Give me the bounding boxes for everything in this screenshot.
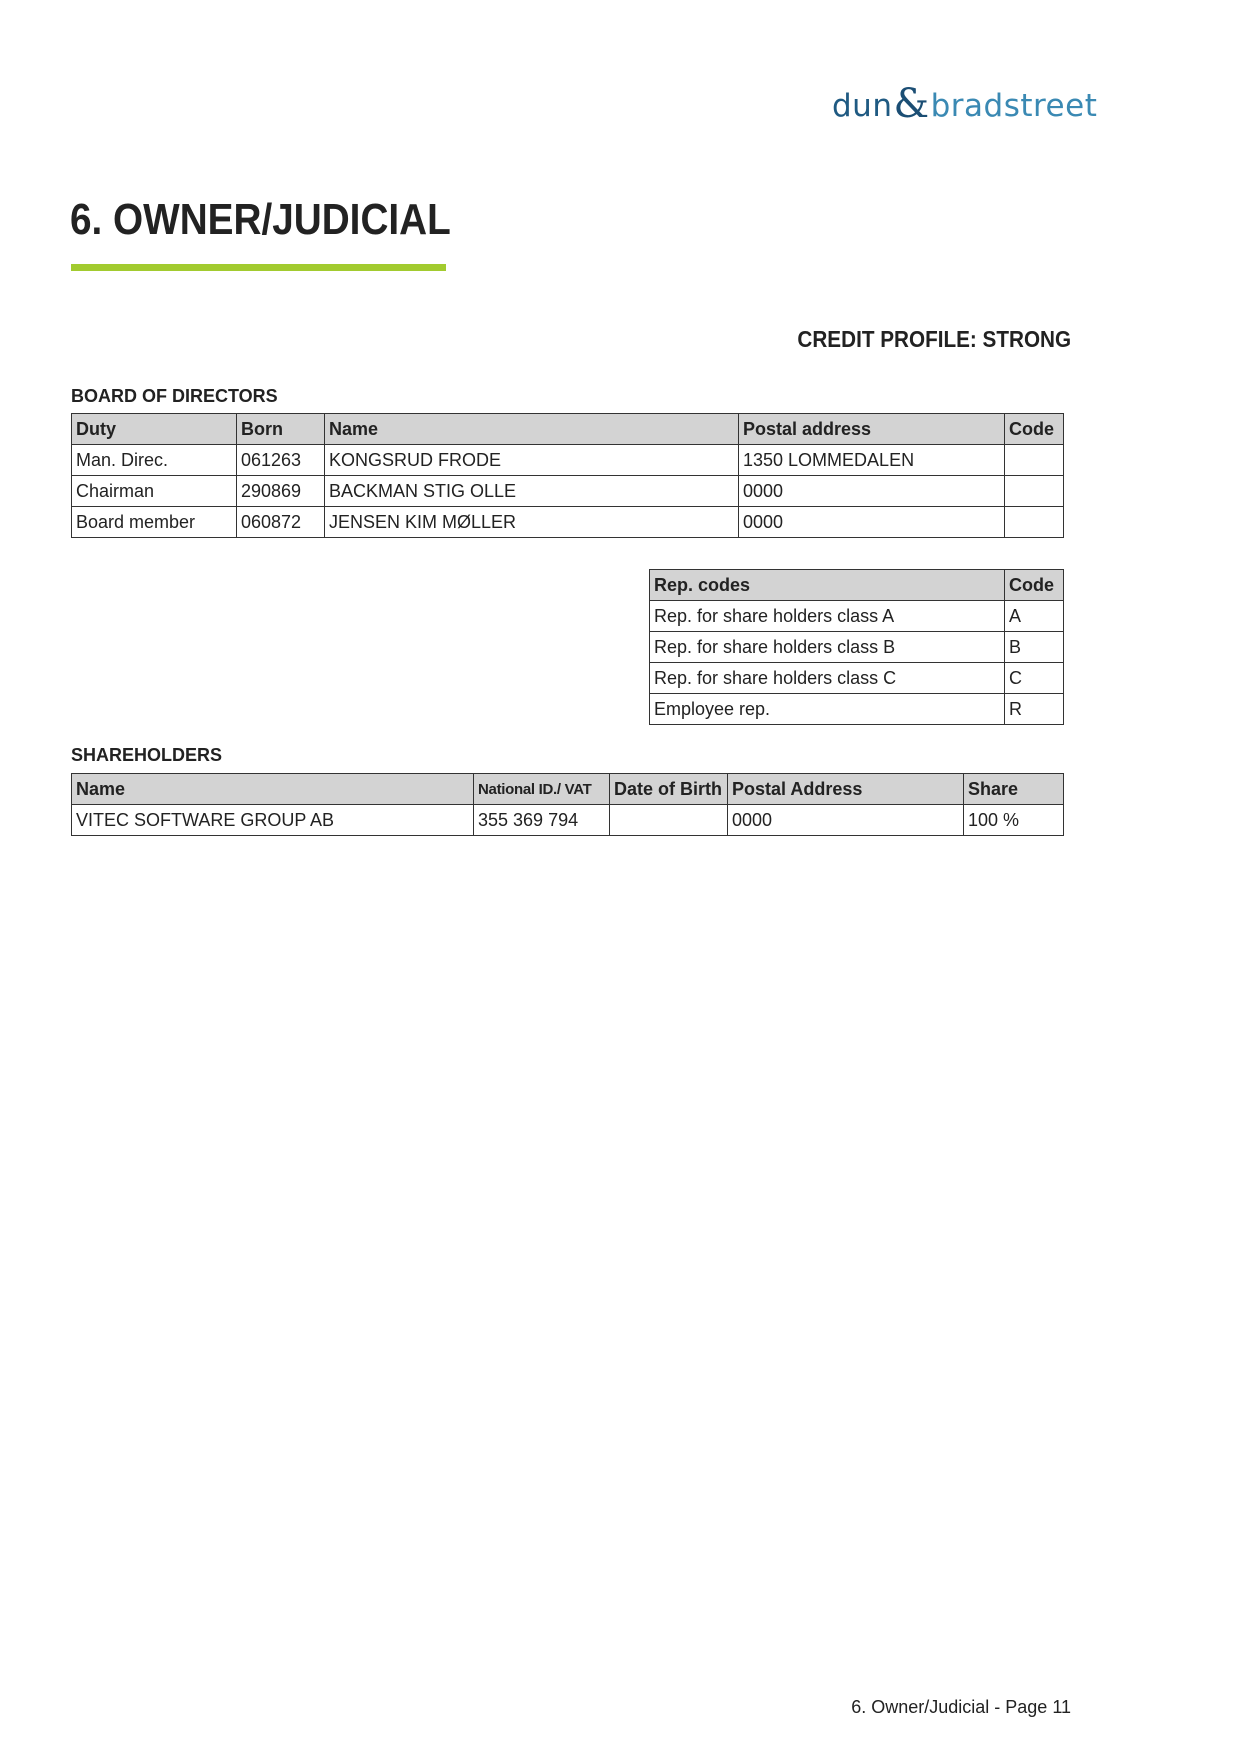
rep-codes-table <box>649 569 1064 725</box>
cell-rep-description: Rep. for share holders class B <box>650 632 1005 663</box>
cell-rep-description: Employee rep. <box>650 694 1005 725</box>
cell-rep-code: R <box>1005 694 1064 725</box>
table-row <box>72 476 1064 507</box>
page-footer: 6. Owner/Judicial - Page 11 <box>851 1697 1071 1717</box>
cell-postal-address: 1350 LOMMEDALEN <box>739 445 1005 476</box>
cell-rep-code: A <box>1005 601 1064 632</box>
cell-date-of-birth <box>610 805 728 836</box>
logo-text-bradstreet: bradstreet <box>930 88 1098 124</box>
header-name: Name <box>325 414 739 445</box>
cell-name: BACKMAN STIG OLLE <box>325 476 739 507</box>
logo-text-dun: dun <box>832 88 893 124</box>
header-code: Code <box>1005 570 1064 601</box>
table-row <box>650 601 1064 632</box>
cell-duty: Man. Direc. <box>72 445 237 476</box>
page-title: 6. OWNER/JUDICIAL <box>70 195 451 244</box>
header-born: Born <box>237 414 325 445</box>
table-row <box>650 632 1064 663</box>
cell-name: JENSEN KIM MØLLER <box>325 507 739 538</box>
header-postal-address: Postal address <box>739 414 1005 445</box>
dun-bradstreet-logo <box>832 78 1098 127</box>
cell-postal-address: 0000 <box>739 507 1005 538</box>
header-national-id: National ID./ VAT <box>474 774 610 805</box>
board-of-directors-label: BOARD OF DIRECTORS <box>71 386 278 406</box>
cell-born: 061263 <box>237 445 325 476</box>
header-date-of-birth: Date of Birth <box>610 774 728 805</box>
shareholders-table <box>71 773 1064 836</box>
credit-profile: CREDIT PROFILE: STRONG <box>797 326 1071 352</box>
cell-rep-code: C <box>1005 663 1064 694</box>
shareholders-label: SHAREHOLDERS <box>71 745 223 765</box>
table-header-row <box>650 570 1064 601</box>
cell-code <box>1005 445 1064 476</box>
cell-duty: Board member <box>72 507 237 538</box>
header-rep-codes: Rep. codes <box>650 570 1005 601</box>
table-row <box>650 694 1064 725</box>
logo-ampersand: & <box>893 81 930 127</box>
cell-born: 290869 <box>237 476 325 507</box>
table-row <box>650 663 1064 694</box>
cell-postal-address: 0000 <box>739 476 1005 507</box>
cell-name: KONGSRUD FRODE <box>325 445 739 476</box>
title-underline <box>71 264 446 271</box>
table-row <box>72 805 1064 836</box>
cell-rep-description: Rep. for share holders class A <box>650 601 1005 632</box>
cell-duty: Chairman <box>72 476 237 507</box>
table-header-row <box>72 414 1064 445</box>
table-row <box>72 445 1064 476</box>
header-duty: Duty <box>72 414 237 445</box>
cell-code <box>1005 476 1064 507</box>
cell-name: VITEC SOFTWARE GROUP AB <box>72 805 474 836</box>
header-share: Share <box>964 774 1064 805</box>
cell-share: 100 % <box>964 805 1064 836</box>
header-code: Code <box>1005 414 1064 445</box>
cell-national-id: 355 369 794 <box>474 805 610 836</box>
cell-rep-description: Rep. for share holders class C <box>650 663 1005 694</box>
header-postal-address: Postal Address <box>728 774 964 805</box>
cell-rep-code: B <box>1005 632 1064 663</box>
table-row <box>72 507 1064 538</box>
board-of-directors-table <box>71 413 1064 538</box>
header-name: Name <box>72 774 474 805</box>
cell-postal-address: 0000 <box>728 805 964 836</box>
cell-born: 060872 <box>237 507 325 538</box>
cell-code <box>1005 507 1064 538</box>
table-header-row <box>72 774 1064 805</box>
